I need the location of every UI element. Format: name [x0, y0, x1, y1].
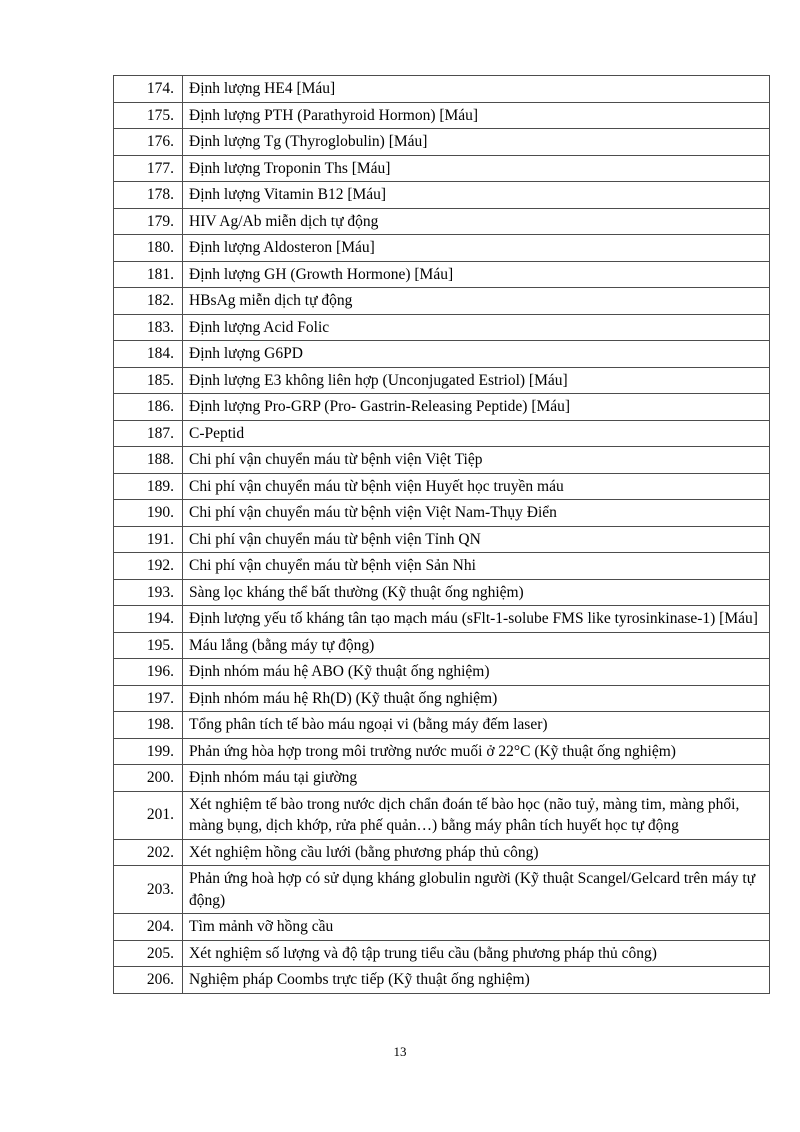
row-description: Định lượng HE4 [Máu] — [183, 76, 770, 103]
row-number: 190. — [114, 500, 183, 527]
row-description: Chi phí vận chuyển máu từ bệnh viện Huyết học truyền máu — [183, 473, 770, 500]
table-row — [114, 659, 770, 686]
row-number: 201. — [114, 791, 183, 839]
row-number: 203. — [114, 866, 183, 914]
row-description: Định lượng PTH (Parathyroid Hormon) [Máu] — [183, 102, 770, 129]
row-description: Phản ứng hoà hợp có sử dụng kháng globulin người (Kỹ thuật Scangel/Gelcard trên máy tự động) — [183, 866, 770, 914]
table-row — [114, 738, 770, 765]
table-row — [114, 791, 770, 839]
row-number: 175. — [114, 102, 183, 129]
table-row — [114, 712, 770, 739]
row-number: 195. — [114, 632, 183, 659]
table-row — [114, 155, 770, 182]
table-row — [114, 579, 770, 606]
table-row — [114, 940, 770, 967]
row-number: 198. — [114, 712, 183, 739]
row-number: 196. — [114, 659, 183, 686]
table-row — [114, 473, 770, 500]
row-description: C-Peptid — [183, 420, 770, 447]
table-row — [114, 420, 770, 447]
row-description: HBsAg miễn dịch tự động — [183, 288, 770, 315]
row-description: Tổng phân tích tế bào máu ngoại vi (bằng máy đếm laser) — [183, 712, 770, 739]
row-description: Tìm mảnh vỡ hồng cầu — [183, 914, 770, 941]
table-row — [114, 553, 770, 580]
row-description: Định lượng Troponin Ths [Máu] — [183, 155, 770, 182]
row-number: 206. — [114, 967, 183, 994]
row-number: 181. — [114, 261, 183, 288]
table-row — [114, 526, 770, 553]
row-description: Máu lắng (bằng máy tự động) — [183, 632, 770, 659]
table-row — [114, 102, 770, 129]
row-number: 202. — [114, 839, 183, 866]
row-number: 183. — [114, 314, 183, 341]
row-number: 194. — [114, 606, 183, 633]
table-row — [114, 288, 770, 315]
row-number: 204. — [114, 914, 183, 941]
row-description: Xét nghiệm hồng cầu lưới (bằng phương pháp thủ công) — [183, 839, 770, 866]
row-description: Chi phí vận chuyển máu từ bệnh viện Việt Tiệp — [183, 447, 770, 474]
table-row — [114, 129, 770, 156]
table-row — [114, 208, 770, 235]
table-row — [114, 839, 770, 866]
table-row — [114, 914, 770, 941]
row-number: 189. — [114, 473, 183, 500]
row-description: Định lượng yếu tố kháng tân tạo mạch máu (sFlt-1-solube FMS like tyrosinkinase-1) [Máu] — [183, 606, 770, 633]
table-row — [114, 866, 770, 914]
row-description: HIV Ag/Ab miễn dịch tự động — [183, 208, 770, 235]
row-description: Xét nghiệm số lượng và độ tập trung tiểu cầu (bằng phương pháp thủ công) — [183, 940, 770, 967]
table-row — [114, 182, 770, 209]
row-description: Chi phí vận chuyển máu từ bệnh viện Tỉnh QN — [183, 526, 770, 553]
row-description: Sàng lọc kháng thể bất thường (Kỹ thuật ống nghiệm) — [183, 579, 770, 606]
table-row — [114, 367, 770, 394]
row-description: Định lượng Tg (Thyroglobulin) [Máu] — [183, 129, 770, 156]
table-row — [114, 261, 770, 288]
row-number: 179. — [114, 208, 183, 235]
row-description: Định nhóm máu hệ ABO (Kỹ thuật ống nghiệm) — [183, 659, 770, 686]
row-number: 191. — [114, 526, 183, 553]
row-number: 200. — [114, 765, 183, 792]
table-row — [114, 314, 770, 341]
row-description: Định nhóm máu tại giường — [183, 765, 770, 792]
table-row — [114, 765, 770, 792]
table-row — [114, 447, 770, 474]
row-number: 177. — [114, 155, 183, 182]
row-number: 192. — [114, 553, 183, 580]
row-number: 176. — [114, 129, 183, 156]
row-number: 180. — [114, 235, 183, 262]
row-description: Định lượng GH (Growth Hormone) [Máu] — [183, 261, 770, 288]
row-number: 197. — [114, 685, 183, 712]
table-row — [114, 606, 770, 633]
row-number: 174. — [114, 76, 183, 103]
row-number: 178. — [114, 182, 183, 209]
table-row — [114, 76, 770, 103]
row-description: Định lượng Vitamin B12 [Máu] — [183, 182, 770, 209]
row-number: 199. — [114, 738, 183, 765]
row-description: Định lượng E3 không liên hợp (Unconjugated Estriol) [Máu] — [183, 367, 770, 394]
table-row — [114, 394, 770, 421]
row-description: Nghiệm pháp Coombs trực tiếp (Kỹ thuật ống nghiệm) — [183, 967, 770, 994]
row-description: Chi phí vận chuyển máu từ bệnh viện Việt Nam-Thụy Điển — [183, 500, 770, 527]
row-description: Định lượng Acid Folic — [183, 314, 770, 341]
test-list-table — [113, 75, 770, 994]
table-row — [114, 500, 770, 527]
table-row — [114, 632, 770, 659]
row-number: 186. — [114, 394, 183, 421]
row-number: 182. — [114, 288, 183, 315]
row-number: 205. — [114, 940, 183, 967]
row-description: Định nhóm máu hệ Rh(D) (Kỹ thuật ống nghiệm) — [183, 685, 770, 712]
row-description: Xét nghiệm tế bào trong nước dịch chẩn đoán tế bào học (não tuỷ, màng tim, màng phổi, màng bụng, dịch khớp, rửa phế quản…) bằng máy phân tích huyết học tự động — [183, 791, 770, 839]
page-number: 13 — [393, 1044, 407, 1059]
table-row — [114, 685, 770, 712]
row-description: Chi phí vận chuyển máu từ bệnh viện Sản Nhi — [183, 553, 770, 580]
row-description: Phản ứng hòa hợp trong môi trường nước muối ở 22°C (Kỹ thuật ống nghiệm) — [183, 738, 770, 765]
table-row — [114, 967, 770, 994]
row-number: 185. — [114, 367, 183, 394]
row-description: Định lượng G6PD — [183, 341, 770, 368]
table-row — [114, 341, 770, 368]
test-list-table-body — [114, 76, 770, 994]
row-number: 188. — [114, 447, 183, 474]
row-description: Định lượng Pro-GRP (Pro- Gastrin-Releasing Peptide) [Máu] — [183, 394, 770, 421]
row-number: 184. — [114, 341, 183, 368]
row-number: 187. — [114, 420, 183, 447]
row-description: Định lượng Aldosteron [Máu] — [183, 235, 770, 262]
table-row — [114, 235, 770, 262]
row-number: 193. — [114, 579, 183, 606]
